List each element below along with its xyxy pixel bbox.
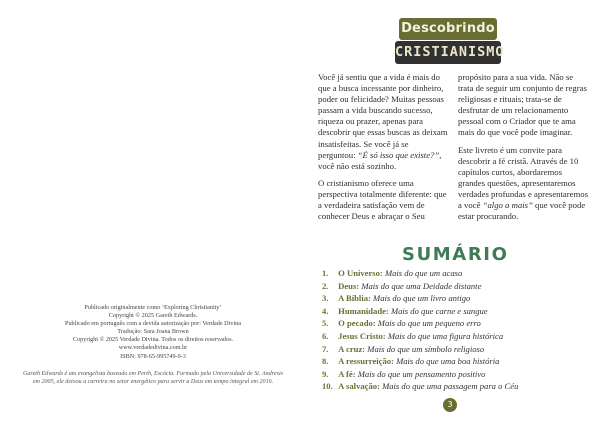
credit-line: Publicado em português com a devida autorização por: Verdade Divina: [65, 320, 241, 328]
intro-column-1: [318, 72, 448, 228]
toc-subtitle: Mais do que um pequeno erro: [377, 318, 481, 329]
toc-item: [322, 380, 592, 393]
toc-title: SUMÁRIO: [402, 244, 509, 265]
toc-heading: Jesus Cristo:: [338, 330, 386, 341]
logo-line-2: CRISTIANISMO: [395, 41, 501, 64]
toc-number: 6.: [322, 330, 329, 341]
toc-item: [322, 355, 592, 368]
toc-subtitle: Mais do que um símbolo religioso: [367, 343, 485, 354]
toc-subtitle: Mais do que uma figura histórica: [387, 330, 504, 341]
toc-number: 2.: [322, 280, 329, 291]
toc-heading: Deus:: [338, 280, 360, 291]
toc-subtitle: Mais do que uma passagem para o Céu: [382, 381, 519, 392]
credit-line: Tradução: Sara Joana Brown: [117, 328, 189, 336]
toc-subtitle: Mais do que um pensamento positivo: [357, 368, 486, 379]
toc-heading: A Bíblia:: [338, 293, 371, 304]
table-of-contents: [322, 267, 592, 393]
toc-item: [322, 343, 592, 356]
intro-quote: “É só isso que existe?”: [357, 149, 440, 160]
logo-line-1: Descobrindo: [399, 18, 497, 40]
toc-number: 3.: [322, 293, 329, 304]
toc-heading: A salvação:: [338, 381, 380, 392]
toc-number: 1.: [322, 268, 329, 278]
author-note: Gareth Edwards é um evangelista baseado em Perth, Escócia. Formado pela Universidade de St. Andrews em 2005, ele deixou a carreira no setor energético para servir a Deus em tempo integral em 2016.: [22, 371, 284, 385]
toc-item: [322, 292, 592, 305]
toc-heading: A fé:: [338, 368, 356, 379]
toc-heading: A cruz:: [338, 343, 366, 354]
page-number: 3: [443, 398, 457, 412]
toc-subtitle: Mais do que uma boa história: [396, 356, 500, 367]
toc-heading: O pecado:: [338, 318, 376, 329]
toc-item: [322, 280, 592, 293]
toc-number: 7.: [322, 343, 329, 354]
toc-number: 10.: [322, 381, 333, 392]
intro-paragraph: [318, 72, 448, 172]
toc-item: [322, 368, 592, 381]
intro-paragraph: [458, 145, 588, 223]
toc-item: [322, 267, 592, 280]
toc-number: 9.: [322, 368, 329, 379]
intro-text: , você não está sozinho.: [318, 149, 442, 171]
intro-text: que você pode estar procurando.: [458, 200, 586, 222]
toc-heading: O Universo:: [338, 268, 383, 278]
copyright-credits: [22, 304, 284, 361]
left-page: [0, 0, 298, 425]
credit-line: www.verdadedivina.com.br: [118, 344, 188, 352]
toc-number: 4.: [322, 305, 329, 316]
toc-item: [322, 305, 592, 318]
toc-heading: A ressurreição:: [338, 356, 394, 367]
book-logo: [395, 18, 505, 66]
intro-text: Este livreto é um convite para descobrir a fé cristã. Através de 10 capítulos curtos, abordaremos grandes questões, apresentaremos verdades profundas e apresentaremos a você: [458, 144, 589, 211]
credit-line: Copyright © 2025 Gareth Edwards.: [108, 312, 198, 320]
credit-line: Publicado originalmente como ‘Exploring Christianity’: [84, 304, 222, 311]
credit-line: ISBN: 978-65-995749-9-3: [120, 352, 186, 360]
right-page: [302, 0, 600, 425]
toc-number: 8.: [322, 356, 329, 367]
toc-subtitle: Mais do que um acaso: [384, 268, 463, 278]
credit-line: Copyright © 2025 Verdade Divina. Todos os direitos reservados.: [72, 336, 234, 344]
intro-paragraph: O cristianismo oferece uma perspectiva totalmente diferente: que a verdadeira satisfação vem de conhecer Deus e abraçar o Seu: [318, 177, 447, 222]
toc-number: 5.: [322, 318, 329, 329]
toc-item: [322, 330, 592, 343]
toc-item: [322, 317, 592, 330]
intro-quote: “algo a mais”: [482, 200, 533, 211]
toc-subtitle: Mais do que uma Deidade distante: [361, 280, 482, 291]
toc-heading: Humanidade:: [338, 305, 389, 316]
toc-subtitle: Mais do que um livro antigo: [373, 293, 471, 304]
intro-column-2: [458, 72, 588, 228]
intro-paragraph: propósito para a sua vida. Não se trata de seguir um conjunto de regras religiosas e rituais; trata-se de desfrutar de um relacionamento pessoal com o Criador que te ama mais do que você pode imaginar.: [458, 72, 587, 138]
intro-text: Você já sentiu que a vida é mais do que a busca incessante por dinheiro, poder ou felicidade? Muitas pessoas passam a vida buscando sucesso, riqueza ou prazer, apenas para descobrir que essas buscas as deixam insatisfeitas. Se você já se perguntou:: [318, 72, 448, 160]
toc-subtitle: Mais do que carne e sangue: [390, 305, 488, 316]
